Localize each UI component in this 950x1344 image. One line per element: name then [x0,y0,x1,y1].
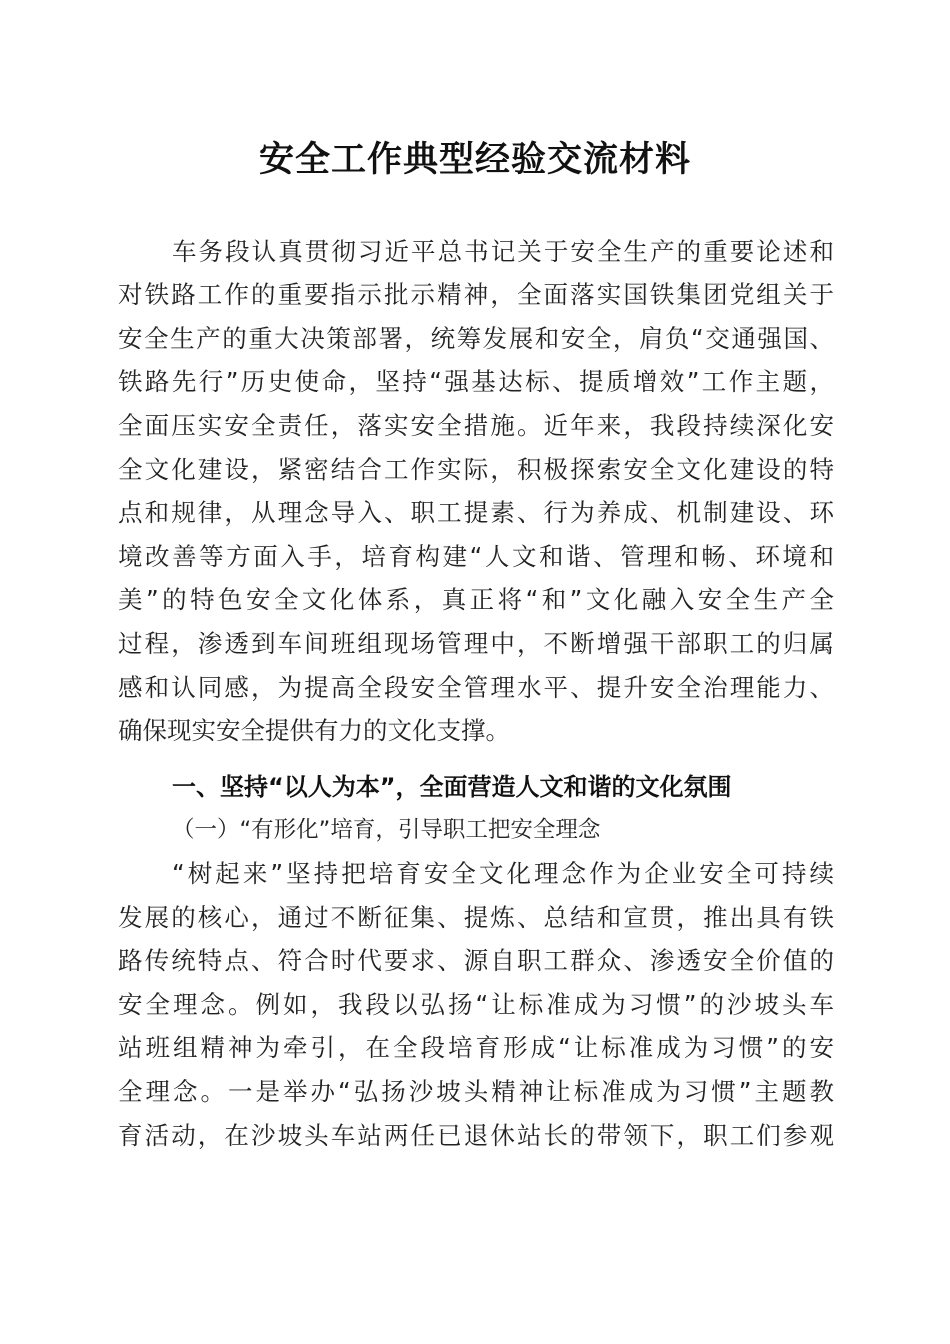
section-heading-1: 一、坚持“以人为本”，全面营造人文和谐的文化氛围 [172,773,732,801]
paragraph-line: 对铁路工作的重要指示批示精神，全面落实国铁集团党组关于 [118,280,834,309]
paragraph-line: 全面压实安全责任，落实安全措施。近年来，我段持续深化安 [118,411,834,440]
paragraph-line: 全文化建设，紧密结合工作实际，积极探索安全文化建设的特 [118,455,834,484]
subsection-heading-1-1: （一）“有形化”培育，引导职工把安全理念 [172,817,601,843]
paragraph-line: 发展的核心，通过不断征集、提炼、总结和宣贯，推出具有铁 [118,903,834,932]
paragraph-line: 育活动，在沙坡头车站两任已退休站长的带领下，职工们参观 [118,1121,834,1150]
document-title: 安全工作典型经验交流材料 [258,139,691,180]
paragraph-line: 车务段认真贯彻习近平总书记关于安全生产的重要论述和 [172,237,834,266]
paragraph-line: 安全理念。例如，我段以弘扬“让标准成为习惯”的沙坡头车 [118,990,834,1019]
paragraph-line: 确保现实安全提供有力的文化支撑。 [118,716,510,745]
paragraph-line: “树起来”坚持把培育安全文化理念作为企业安全可持续 [172,859,834,888]
paragraph-line: 路传统特点、符合时代要求、源自职工群众、渗透安全价值的 [118,946,834,975]
paragraph-line: 境改善等方面入手，培育构建“人文和谐、管理和畅、环境和 [118,542,834,571]
paragraph-line: 站班组精神为牵引，在全段培育形成“让标准成为习惯”的安 [118,1033,834,1062]
paragraph-line: 安全生产的重大决策部署，统筹发展和安全，肩负“交通强国、 [118,324,834,353]
paragraph-line: 铁路先行”历史使命，坚持“强基达标、提质增效”工作主题， [118,367,834,396]
paragraph-line: 点和规律，从理念导入、职工提素、行为养成、机制建设、环 [118,498,834,527]
paragraph-line: 美”的特色安全文化体系，真正将“和”文化融入安全生产全 [118,585,834,614]
paragraph-line: 过程，渗透到车间班组现场管理中，不断增强干部职工的归属 [118,629,834,658]
paragraph-line: 全理念。一是举办“弘扬沙坡头精神让标准成为习惯”主题教 [118,1077,834,1106]
paragraph-line: 感和认同感，为提高全段安全管理水平、提升安全治理能力、 [118,673,834,702]
